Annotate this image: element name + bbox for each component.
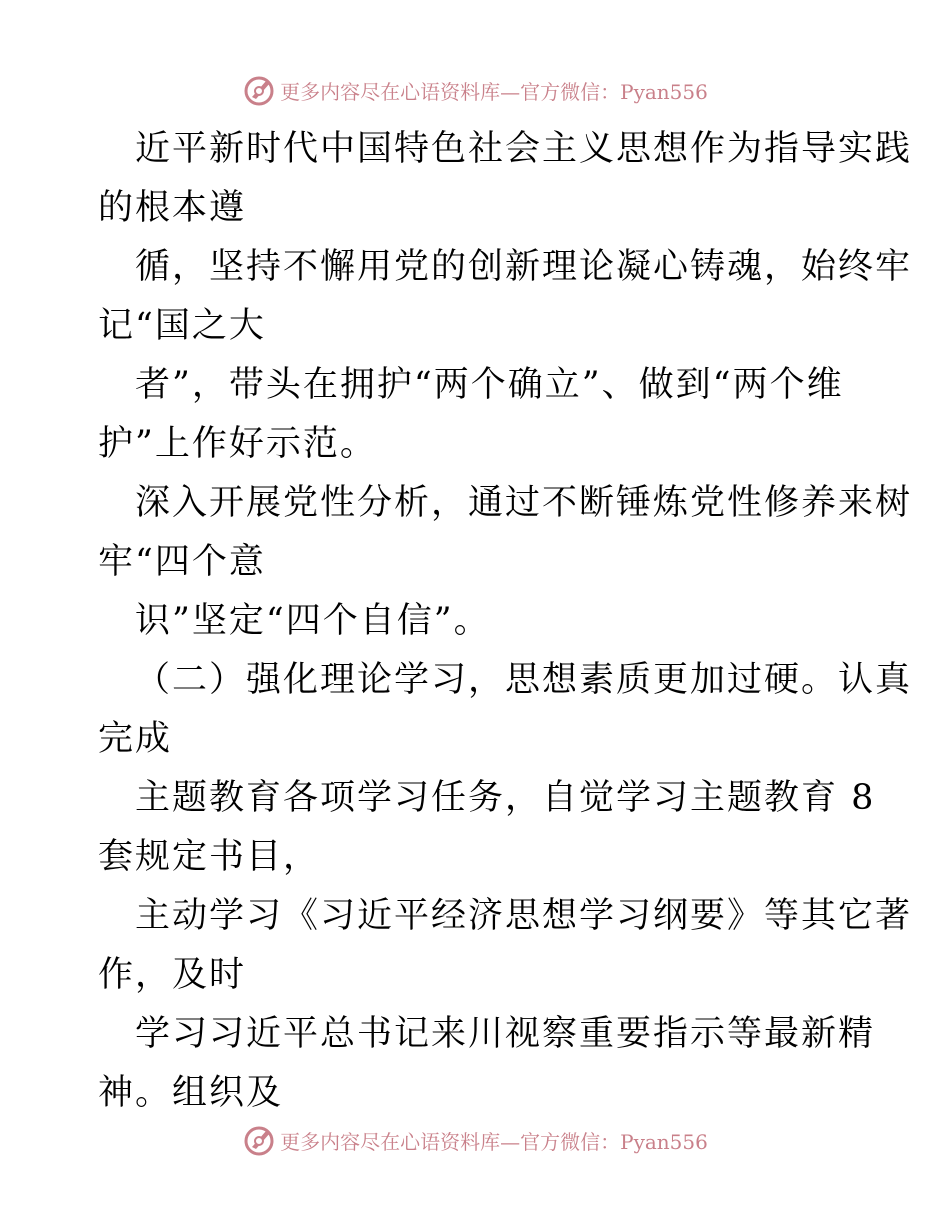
- paragraph-line: 作，及时: [98, 955, 247, 995]
- document-body: [98, 120, 913, 1123]
- paragraph-line: 学习习近平总书记来川视察重要指示等最新精: [135, 1014, 876, 1054]
- pen-circle-logo-icon: [242, 73, 276, 107]
- paragraph-line: 记“国之大: [98, 306, 266, 346]
- watermark-text: 更多内容尽在心语资料库—官方微信：Pyan556: [280, 1129, 708, 1154]
- paragraph-line: 深入开展党性分析，通过不断锤炼党性修养来树: [135, 483, 913, 523]
- paragraph-line: 循，坚持不懈用党的创新理论凝心铸魂，始终牢: [135, 247, 913, 287]
- watermark-text: 更多内容尽在心语资料库—官方微信：Pyan556: [280, 79, 708, 104]
- paragraph-line: 完成: [98, 719, 173, 759]
- header-watermark: [0, 70, 950, 110]
- paragraph-line: 的根本遵: [98, 188, 247, 228]
- paragraph-line: 神。组织及: [98, 1073, 284, 1113]
- paragraph-line: 牢“四个意: [98, 542, 266, 582]
- paragraph-line: 主题教育各项学习任务，自觉学习主题教育 8: [135, 778, 876, 818]
- paragraph-line: （二）强化理论学习，思想素质更加过硬。认真: [135, 660, 913, 700]
- footer-watermark: [0, 1120, 950, 1160]
- paragraph-line: 者”，带头在拥护“两个确立”、做到“两个维: [135, 365, 844, 405]
- paragraph-line: 套规定书目，: [98, 837, 321, 877]
- paragraph-line: 近平新时代中国特色社会主义思想作为指导实践: [135, 129, 913, 169]
- paragraph-line: 识”坚定“四个自信”。: [135, 601, 491, 641]
- paragraph-line: 护”上作好示范。: [98, 424, 377, 464]
- paragraph-line: 主动学习《习近平经济思想学习纲要》等其它著: [135, 896, 913, 936]
- pen-circle-logo-icon: [242, 1123, 276, 1157]
